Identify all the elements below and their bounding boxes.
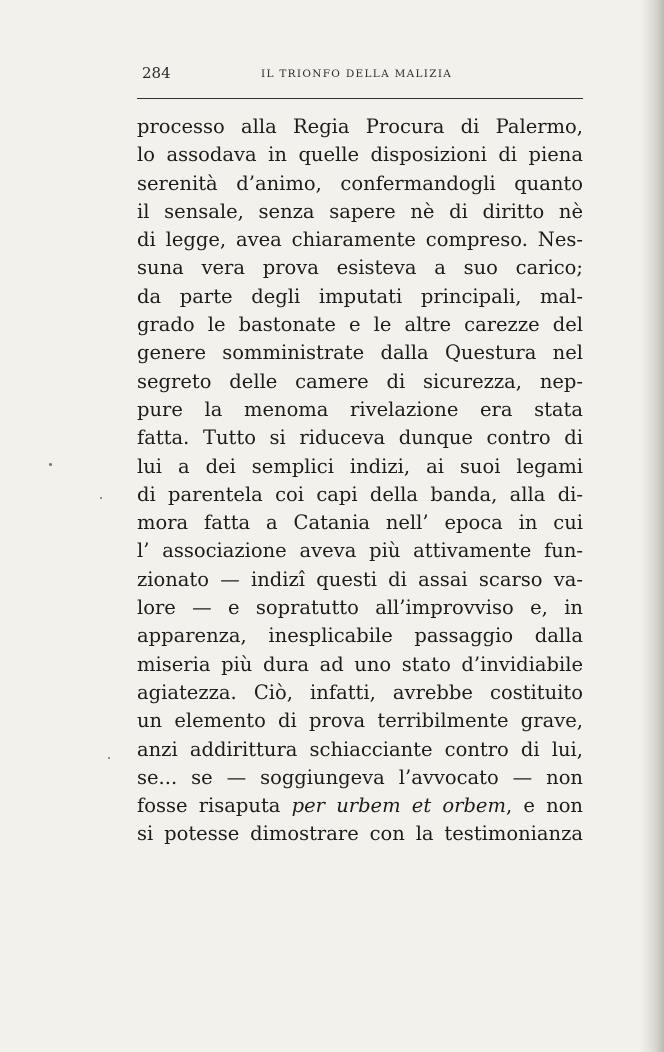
header-rule (137, 98, 583, 99)
text-line: mora fatta a Catania nell’ epoca in cui (137, 511, 583, 535)
text-line: anzi addirittura schiacciante contro di lui, (137, 737, 583, 761)
text-line: agiatezza. Ciò, infatti, avrebbe costituito (137, 680, 583, 704)
running-title: IL TRIONFO DELLA MALIZIA (261, 68, 453, 80)
text-line: lui a dei semplici indizi, ai suoi legami (137, 454, 583, 478)
text-line: si potesse dimostrare con la testimonianza (137, 822, 583, 846)
paper-speck (49, 463, 52, 466)
text-line: l’ associazione aveva più attivamente fun- (137, 539, 583, 563)
text-run: fosse risaputa (137, 794, 292, 818)
paper-speck (108, 757, 110, 759)
page-header (137, 62, 583, 86)
text-line: miseria più dura ad uno stato d’invidiabile (137, 652, 583, 676)
text-line: genere somministrate dalla Questura nel (137, 341, 583, 365)
text-line: da parte degli imputati principali, mal- (137, 284, 583, 308)
page-number: 284 (142, 64, 171, 82)
page-edge-shadow (640, 0, 664, 1052)
text-run: , e non (505, 794, 583, 818)
paper-speck (100, 497, 102, 499)
text-line: di parentela coi capi della banda, alla di- (137, 482, 583, 506)
text-line: pure la menoma rivelazione era stata (137, 397, 583, 421)
text-line: segreto delle camere di sicurezza, nep- (137, 369, 583, 393)
text-line: lore — e sopratutto all’improvviso e, in (137, 596, 583, 620)
text-line: grado le bastonate e le altre carezze del (137, 313, 583, 337)
text-line: zionato — indizî questi di assai scarso va- (137, 567, 583, 591)
text-line: suna vera prova esisteva a suo carico; (137, 256, 583, 280)
text-line: apparenza, inesplicabile passaggio dalla (137, 624, 583, 648)
body-text (137, 113, 583, 849)
text-line (137, 792, 583, 820)
text-line: serenità d’animo, confermandogli quanto (137, 171, 583, 195)
text-line: fatta. Tutto si riduceva dunque contro di (137, 426, 583, 450)
text-line: di legge, avea chiaramente compreso. Nes- (137, 228, 583, 252)
text-line: il sensale, senza sapere nè di diritto nè (137, 199, 583, 223)
text-line: un elemento di prova terribilmente grave, (137, 709, 583, 733)
text-line: lo assodava in quelle disposizioni di piena (137, 143, 583, 167)
text-line: processo alla Regia Procura di Palermo, (137, 115, 583, 138)
text-line: se... se — soggiungeva l’avvocato — non (137, 765, 583, 789)
italic-phrase: per urbem et orbem (291, 794, 506, 818)
